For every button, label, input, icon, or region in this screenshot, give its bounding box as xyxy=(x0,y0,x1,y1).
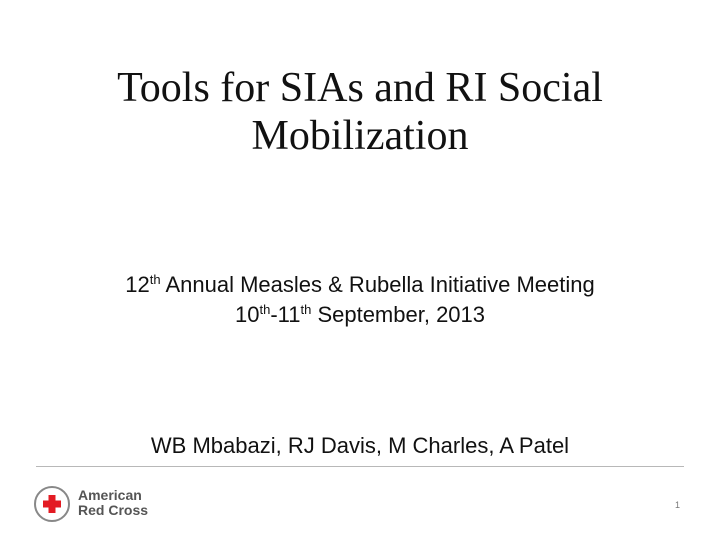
subtitle-start-day: 10 xyxy=(234,302,260,327)
logo-text-line-2: Red Cross xyxy=(78,502,149,518)
subtitle-end-day: -11 xyxy=(270,302,301,327)
logo-text xyxy=(78,488,148,518)
subtitle-start-day-suffix: th xyxy=(259,302,271,317)
title-line-1: Tools for SIAs and RI Social xyxy=(117,65,603,111)
subtitle-line-2 xyxy=(40,300,680,330)
subtitle-end-day-suffix: th xyxy=(300,302,312,317)
subtitle-month-year: September, 2013 xyxy=(311,302,486,327)
red-cross-icon xyxy=(42,494,62,514)
title-line-2: Mobilization xyxy=(251,113,469,159)
subtitle-ordinal-suffix: th xyxy=(149,272,161,287)
subtitle-ordinal: 12 xyxy=(125,272,150,297)
logo-text-line-1: American xyxy=(78,487,142,503)
subtitle-meeting-name: Annual Measles & Rubella Initiative Meeting xyxy=(160,272,595,297)
slide-title xyxy=(60,64,660,160)
american-red-cross-logo xyxy=(34,486,164,522)
logo-ring xyxy=(34,486,70,522)
footer-divider xyxy=(36,466,684,467)
subtitle-line-1 xyxy=(40,270,680,300)
slide-subtitle xyxy=(40,270,680,330)
authors: WB Mbabazi, RJ Davis, M Charles, A Patel xyxy=(150,433,570,458)
page-number: 1 xyxy=(674,500,680,510)
